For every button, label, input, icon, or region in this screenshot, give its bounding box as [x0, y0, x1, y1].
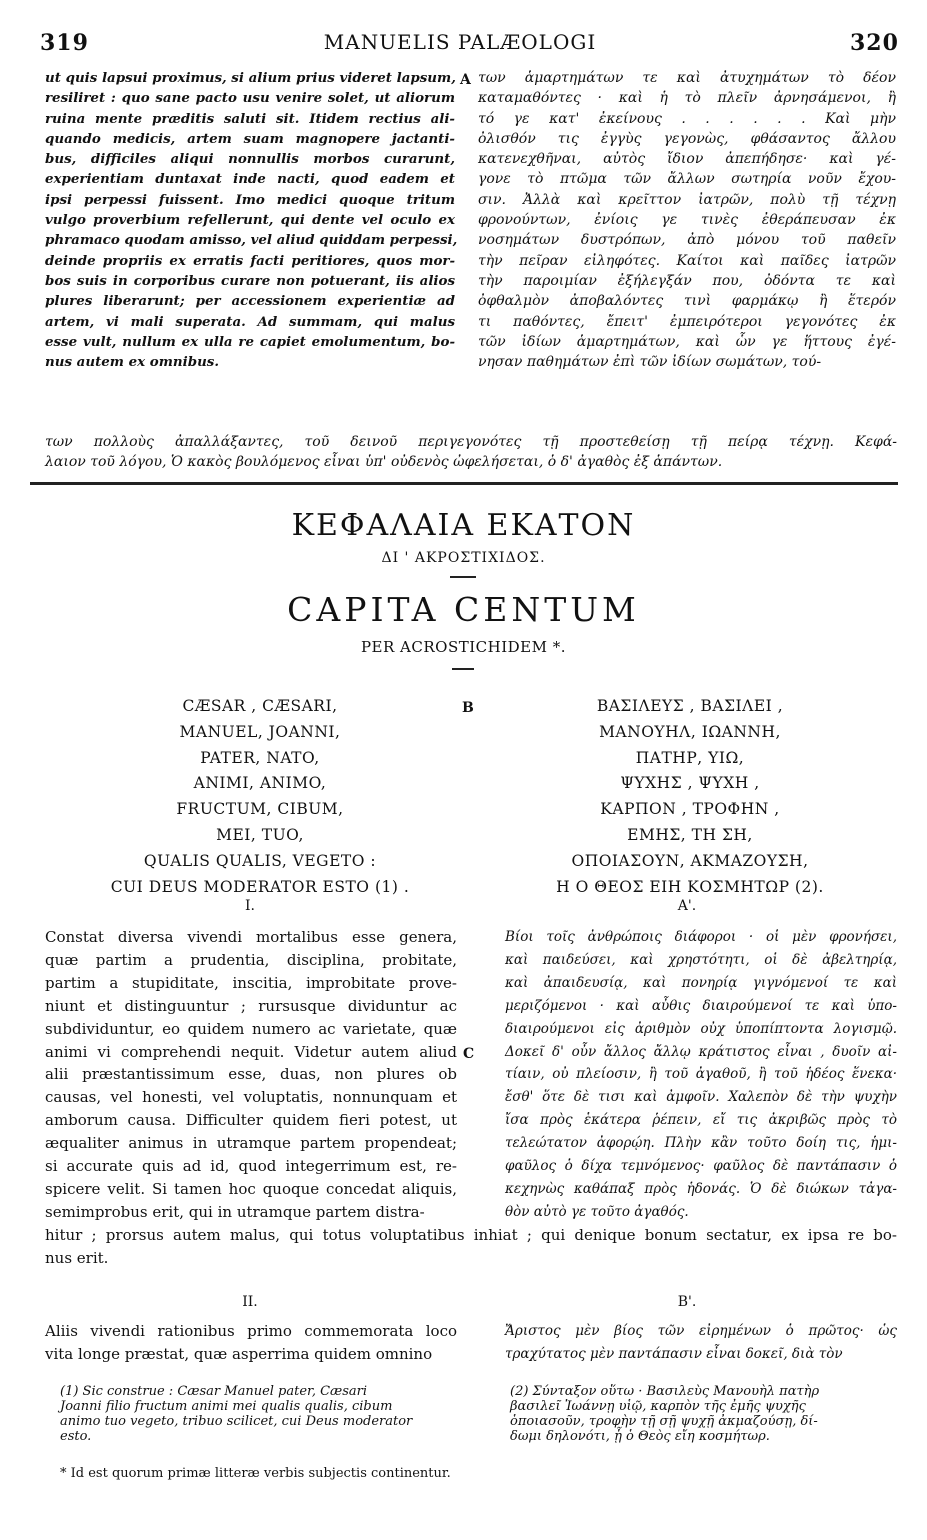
column-marker-c: C — [463, 1046, 475, 1062]
text-line: subdividuntur, eo quidem numero ac varietate, quæ — [45, 1019, 457, 1038]
footnote-greek — [510, 1384, 897, 1444]
text-line: (2) Σύνταξον οὕτω · Βασιλεὺς Μανουὴλ πατὴρ — [510, 1384, 820, 1399]
section-2-latin-text — [45, 1320, 457, 1366]
text-line: animo tuo vegeto, tribuo scilicet, cui Deus moderator — [60, 1414, 413, 1429]
text-line: vita longe præstat, quæ asperrima quidem omnino — [45, 1344, 433, 1363]
text-line: τῶν ἰδίων ἁμαρτημάτων, καὶ ὧν γε ἥττους ἐγέ- — [478, 333, 896, 350]
text-line: Δοκεῖ δ' οὖν ἄλλος ἄλλῳ κράτιστος εἶναι , δυοῖν αἰ- — [505, 1043, 897, 1060]
text-line: æqualiter animus in utramque partem propendeat; — [45, 1134, 457, 1153]
text-line: partim a stupiditate, inscitia, improbitate prove- — [45, 973, 457, 992]
top-greek-column — [478, 68, 896, 372]
page-number-left: 319 — [40, 30, 89, 56]
text-line: ΨΥΧΗΣ , ΨΥΧΗ , — [620, 774, 760, 793]
acrostic-greek — [500, 694, 880, 900]
text-line: FRUCTUM, CIBUM, — [176, 800, 344, 819]
text-line: σιν. Ἀλλὰ καὶ κρεῖττον ἰατρῶν, πολὺ τῇ τέχνῃ — [478, 191, 896, 208]
text-line: Constat diversa vivendi mortalibus esse genera, — [45, 928, 457, 946]
text-line: animi vi comprehendi nequit. Videtur autem aliud — [45, 1042, 457, 1061]
text-line: βασιλεῖ Ἰωάννῃ υἱῷ, καρπὸν τῆς ἐμῆς ψυχῆς — [510, 1399, 806, 1414]
top-latin-column — [45, 68, 458, 372]
text-line: quæ partim a prudentia, disciplina, probitate, — [45, 950, 457, 969]
text-line: amborum causa. Difficulter quidem fieri potest, ut — [45, 1111, 457, 1130]
section-2-latin-number: II. — [242, 1294, 258, 1310]
text-line: τὴν πεῖραν εἰληφότες. Καίτοι καὶ παῖδες ἰατρῶν — [478, 252, 896, 269]
text-line: ΜΑΝΟΥΗΛ, ΙΩΑΝΝΗ, — [599, 722, 781, 741]
text-line: deinde propriis ex erratis facti peritiores, quos mor- — [45, 252, 455, 269]
section-1-latin-text — [45, 926, 457, 1224]
text-line: των πολλοὺς ἀπαλλάξαντες, τοῦ δεινοῦ περιγεγονότες τῇ προστεθείσῃ τῇ πείρᾳ τέχνῃ. Κεφά- — [45, 434, 897, 450]
text-line: καταμαθόντες · καὶ ἡ τὸ πλεῖν ἀρνησάμενοι, ἢ — [478, 90, 896, 107]
text-line: θὸν αὐτὸ γε τοῦτο ἀγαθός. — [505, 1203, 689, 1220]
greek-title: ΚΕΦΑΛΑΙΑ ΕΚΑΤΟΝ — [291, 508, 636, 543]
text-line: τραχύτατος μὲν παντάπασιν εἶναι δοκεῖ, διὰ τὸν — [505, 1345, 843, 1362]
text-line: ut quis lapsui proximus, si alium prius videret lapsum, — [45, 70, 456, 86]
text-line: ὀλισθόν τις ἐγγὺς γεγονὼς, φθάσαντος ἄλλου — [478, 130, 896, 147]
text-line: CUI DEUS MODERATOR ESTO (1) . — [110, 877, 410, 896]
text-line: semimprobus erit, qui in utramque partem distra- — [45, 1202, 425, 1221]
page-number-right: 320 — [850, 30, 899, 56]
text-line: alii præstantissimum esse, duas, non plures ob — [45, 1065, 457, 1084]
text-line: ΒΑΣΙΛΕΥΣ , ΒΑΣΙΛΕΙ , — [596, 697, 784, 715]
text-line: bos suis in corporibus curare non potuerant, iis alios — [45, 272, 455, 289]
text-line: niunt et distinguuntur ; rursusque dividuntur ac — [45, 996, 457, 1015]
text-line: vulgo proverbium refellerunt, qui dente vel oculo ex — [45, 212, 455, 229]
text-line: καὶ ἀπαιδευσίᾳ, καὶ πονηρίᾳ γιγνόμενοί τε καὶ — [505, 974, 897, 991]
text-line: nus erit. — [45, 1248, 109, 1267]
section-1-latin-number: I. — [245, 898, 255, 914]
text-line: κεχηνὼς καθάπαξ πρὸς ἡδονάς. Ὁ δὲ διώκων τἀγα- — [505, 1180, 897, 1197]
text-line: τελεώτατον ἀφορῴη. Πλὴν κἂν τοῦτο δοίη τις, ἡμι- — [505, 1135, 897, 1152]
text-line: plures liberarunt; per accessionem experientiæ ad — [45, 293, 455, 310]
text-line: MEI, TUO, — [216, 825, 304, 844]
top-greek-full-lines — [45, 432, 897, 473]
text-line: γονε τὸ πτῶμα τῶν ἄλλων σωτηρία νοῦν ἔχου- — [478, 171, 896, 188]
text-line: ANIMI, ANIMO, — [193, 774, 327, 793]
latin-title: CAPITA CENTUM — [287, 590, 640, 629]
text-line: διαιρούμενοι εἰς ἀριθμὸν οὐχ ὑποπίπτοντα λογισμῷ. — [505, 1020, 897, 1037]
text-line: ΚΑΡΠΟΝ , ΤΡΟΦΗΝ , — [600, 800, 780, 819]
section-1-greek-text — [505, 926, 897, 1224]
text-line: τὴν παροιμίαν ἐξήλεγξάν που, ὀδόντα τε καὶ — [478, 272, 896, 289]
text-line: λαιον τοῦ λόγου, Ὁ κακὸς βουλόμενος εἶναι ὑπ' οὐδενὸς ὠφελήσεται, ὁ δ' ἀγαθὸς ἐξ ἁπάντων. — [45, 454, 723, 471]
text-line: καὶ παιδεύσει, καὶ χρηστότητι, οἱ δὲ ἀβελτηρίᾳ, — [505, 951, 897, 968]
text-line: esse vult, nullum ex ulla re capiet emolumentum, bo- — [45, 333, 455, 350]
text-line: phramaco quodam amisso, vel aliud quiddam perpessi, — [45, 232, 458, 249]
text-line: Joanni filio fructum animi mei qualis qualis, cibum — [60, 1399, 393, 1414]
text-line: ἴσα πρὸς ἑκάτερα ῥέπειν, εἴ τις ἀκριβῶς πρὸς τὸ — [505, 1112, 897, 1129]
text-line: νησαν παθημάτων ἐπὶ τῶν ἰδίων σωμάτων, τού- — [478, 354, 822, 371]
text-line: experientiam duntaxat inde nacti, quod eadem et — [45, 171, 455, 188]
text-line: bus, difficiles aliqui nonnullis morbos curarunt, — [45, 151, 455, 168]
column-marker-a: A — [460, 72, 471, 88]
text-line: φαῦλος ὁ δίχα τεμνόμενος· φαῦλος δὲ παντάπασιν ὁ — [505, 1158, 897, 1175]
text-line: resiliret : quo sane pacto usu venire solet, ut aliorum — [45, 90, 455, 107]
text-line: ἔσθ' ὅτε δὲ τισι καὶ ἀμφοῖν. Χαλεπὸν δὲ τὴν ψυχὴν — [505, 1089, 897, 1106]
text-line: Ἄριστος μὲν βίος τῶν εἰρημένων ὁ πρῶτος· ὡς — [505, 1323, 897, 1339]
text-line: Βίοι τοῖς ἀνθρώποις διάφοροι · οἱ μὲν φρονήσει, — [505, 929, 897, 945]
text-line: CÆSAR , CÆSARI, — [182, 697, 338, 715]
text-line: δωμι δηλονότι, ᾗ ὁ Θεὸς εἴη κοσμήτωρ. — [510, 1429, 770, 1444]
title-divider — [450, 576, 476, 578]
section-2-greek-text — [505, 1320, 897, 1366]
footnote-latin — [60, 1384, 457, 1444]
subtitle-divider — [452, 668, 474, 670]
text-line: φρονούντων, ἐνίοις γε τινὲς ἐθεράπευσαν ἐκ — [478, 212, 896, 229]
text-line: τίαιν, οὐ πλείοσιν, ἢ τοῦ ἀγαθοῦ, ἢ τοῦ ἡδέος ἕνεκα· — [505, 1066, 897, 1083]
text-line: hitur ; prorsus autem malus, qui totus voluptatibus inhiat ; qui denique bonum sectatur, ex ipsa re bo- — [45, 1226, 897, 1244]
text-line: ΠΑΤΗΡ, ΥΙΩ, — [635, 748, 745, 767]
latin-subtitle: PER ACROSTICHIDEM *. — [360, 638, 567, 656]
section-2-greek-number: Β'. — [677, 1294, 697, 1310]
text-line: QUALIS QUALIS, VEGETO : — [143, 851, 377, 870]
text-line: esto. — [60, 1429, 92, 1444]
section-1-latin-full-lines — [45, 1224, 897, 1270]
text-line: ΟΠΟΙΑΣΟΥΝ, ΑΚΜΑΖΟΥΣΗ, — [571, 851, 809, 870]
text-line: τό γε κατ' ἐκείνους . . . . . . Καὶ μὴν — [478, 110, 896, 127]
section-rule — [30, 482, 898, 485]
text-line: nus autem ex omnibus. — [45, 354, 220, 371]
text-line: ruina mente præditis saluti sit. Itidem rectius ali- — [45, 110, 455, 127]
acrostic-latin — [80, 694, 440, 900]
running-title: MANUELIS PALÆOLOGI — [323, 30, 597, 54]
text-line: spicere velit. Si tamen hoc quoque concedat aliquis, — [45, 1179, 457, 1198]
text-line: (1) Sic construe : Cæsar Manuel pater, Cæsari — [60, 1384, 368, 1399]
column-marker-b: B — [462, 700, 474, 716]
text-line: Aliis vivendi rationibus primo commemorata loco — [45, 1322, 457, 1340]
text-line: quando medicis, artem suam magnopere jactanti- — [45, 130, 455, 147]
text-line: PATER, NATO, — [200, 748, 320, 767]
greek-subtitle: ΔΙ ' ΑΚΡΟΣΤΙΧΙΔΟΣ. — [381, 550, 546, 566]
text-line: MANUEL, JOANNI, — [179, 722, 341, 741]
text-line: ὀφθαλμὸν ἀποβαλόντες τινὶ φαρμάκῳ ἢ ἕτερόν — [478, 293, 896, 310]
text-line: ὁποιασοῦν, τροφὴν τῇ σῇ ψυχῇ ἀκμαζούσῃ, δί- — [510, 1414, 818, 1429]
text-line: μεριζόμενοι · καὶ αὖθις διαιρούμενοί τε καὶ ὑπο- — [505, 997, 897, 1014]
text-line: των ἁμαρτημάτων τε καὶ ἀτυχημάτων τὸ δέον — [478, 70, 896, 86]
text-line: τι παθόντες, ἔπειτ' ἐμπειρότεροι γεγονότες ἐκ — [478, 313, 896, 330]
footnote-star: * Id est quorum primæ litteræ verbis subjectis continentur. — [60, 1466, 451, 1481]
text-line: si accurate quis ad id, quod integerrimum est, re- — [45, 1157, 457, 1176]
text-line: Η Ο ΘΕΟΣ ΕΙΗ ΚΟΣΜΗΤΩΡ (2). — [556, 877, 824, 896]
text-line: ΕΜΗΣ, ΤΗ ΣΗ, — [627, 825, 753, 844]
text-line: artem, vi mali superata. Ad summam, qui malus — [45, 313, 455, 330]
section-1-greek-number: Α'. — [677, 898, 697, 914]
text-line: νοσημάτων δυστρόπων, ἀπὸ μόνου τοῦ παθεῖν — [478, 232, 896, 249]
text-line: ipsi perpessi fuissent. Imo medici quoque tritum — [45, 191, 455, 208]
text-line: κατενεχθῆναι, αὐτὸς ἴδιον ἀπεπήδησε· καὶ γέ- — [478, 151, 896, 168]
text-line: causas, vel honesti, vel voluptatis, nonnunquam et — [45, 1088, 457, 1107]
